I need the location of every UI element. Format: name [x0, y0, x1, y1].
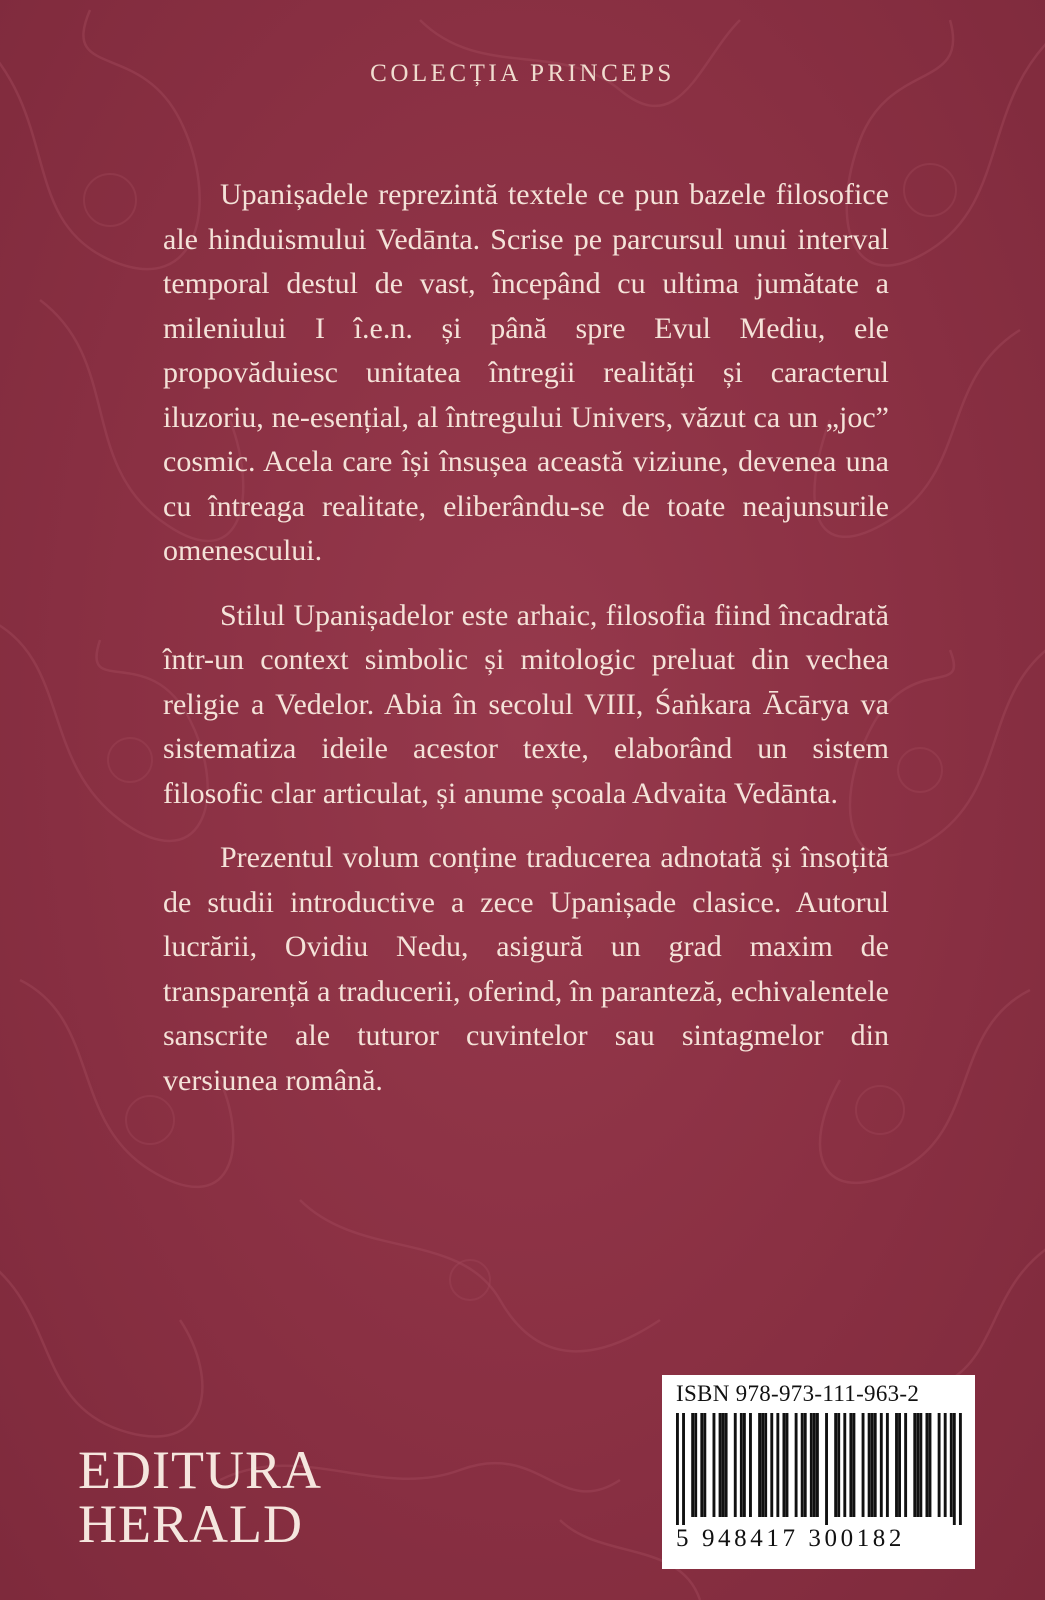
publisher-line-2: HERALD [78, 1494, 303, 1554]
barcode-bar [959, 1413, 962, 1525]
barcode-bar [703, 1413, 706, 1517]
barcode-bar [743, 1413, 746, 1517]
blurb-text [163, 173, 889, 1123]
series-title: COLECȚIA PRINCEPS [370, 60, 675, 87]
barcode-bar [886, 1413, 889, 1517]
barcode-bar [758, 1413, 761, 1517]
barcode-bar [953, 1413, 956, 1525]
barcode-bar [825, 1413, 828, 1525]
barcode-bar [810, 1413, 813, 1517]
barcode-bar [938, 1413, 941, 1517]
barcode-bar [913, 1413, 916, 1517]
barcode-bar [770, 1413, 773, 1517]
barcode-bar [676, 1413, 679, 1525]
barcode-bar [804, 1413, 807, 1517]
barcode-bar [700, 1413, 703, 1517]
barcode-bar [843, 1413, 846, 1517]
barcode-bar [719, 1413, 722, 1517]
barcode-bar [764, 1413, 767, 1517]
barcode-bar [801, 1413, 804, 1517]
barcode-bar [813, 1413, 816, 1517]
barcode-bar [849, 1413, 852, 1517]
barcode-bar [722, 1413, 725, 1517]
barcode-bar [925, 1413, 928, 1517]
barcode-bar [852, 1413, 855, 1517]
barcode-bar [904, 1413, 907, 1517]
isbn-barcode-box [662, 1375, 975, 1569]
barcode-bar [834, 1413, 837, 1517]
ean-number: 5 948417 300182 [676, 1525, 905, 1552]
barcode-bar [950, 1413, 953, 1517]
publisher-line-1: EDITURA [78, 1440, 322, 1500]
barcode-bar [871, 1413, 874, 1517]
isbn-label: ISBN 978-973-111-963-2 [676, 1381, 920, 1406]
barcode-bar [740, 1413, 743, 1517]
publisher-logo [78, 1440, 322, 1554]
barcode-bar [929, 1413, 932, 1517]
barcode-bar [898, 1413, 901, 1517]
blurb-paragraph: Stilul Upanișadelor este arhaic, filosofia fiind încadrată într-un context simbolic și mitologic preluat din vechea religie a Vedelor. Abia în secolul VIII, Śaṅkara Ācārya va sistematiza ideile acestor texte, elaborând un sistem filosofic clar articulat, și anume școala Advaita Vedānta. [163, 598, 889, 810]
barcode-bar [734, 1413, 737, 1517]
barcode-bar [713, 1413, 716, 1517]
barcode-bar [786, 1413, 789, 1517]
barcode-bar [895, 1413, 898, 1517]
barcode-bar [868, 1413, 871, 1517]
barcode-bar [862, 1413, 865, 1517]
blurb-paragraph: Upanișadele reprezintă textele ce pun bazele filosofice ale hinduismului Vedānta. Scrise pe parcursul unui interval temporal destul de vast, începând cu ultima jumătate a mileniului I î.e.n. și până spre Evul Mediu, ele propovăduiesc unitatea întregii realități și caracterul iluzoriu, ne-esențial, al întregului Univers, văzut ca un „joc” cosmic. Acela care își însușea această viziune, devenea una cu întreaga realitate, eliberându-se de toate neajunsurile omenescului. [163, 178, 889, 567]
barcode-icon [676, 1413, 962, 1525]
barcode-bar [795, 1413, 798, 1517]
barcode-bar [874, 1413, 877, 1517]
barcode-bar [776, 1413, 779, 1517]
barcode-bar [694, 1413, 697, 1517]
barcode-bar [944, 1413, 947, 1517]
barcode-bar [782, 1413, 785, 1517]
barcode-bar [919, 1413, 922, 1517]
barcode-bar [880, 1413, 883, 1517]
barcode-bar [725, 1413, 728, 1517]
barcode-bar [749, 1413, 752, 1517]
barcode-bar [816, 1413, 819, 1517]
barcode-bar [691, 1413, 694, 1517]
barcode-bar [916, 1413, 919, 1517]
blurb-paragraph: Prezentul volum conține traducerea adnotată și însoțită de studii introductive a zece Upanișade clasice. Autorul lucrării, Ovidiu Nedu, asigură un grad maxim de transparență a traducerii, oferind, în paranteză, echivalentele sanscrite ale tuturor cuvintelor sau sintagmelor din versiunea română. [163, 841, 889, 1097]
barcode-bar [837, 1413, 840, 1517]
barcode-bar [682, 1413, 685, 1525]
barcode-bar [761, 1413, 764, 1517]
